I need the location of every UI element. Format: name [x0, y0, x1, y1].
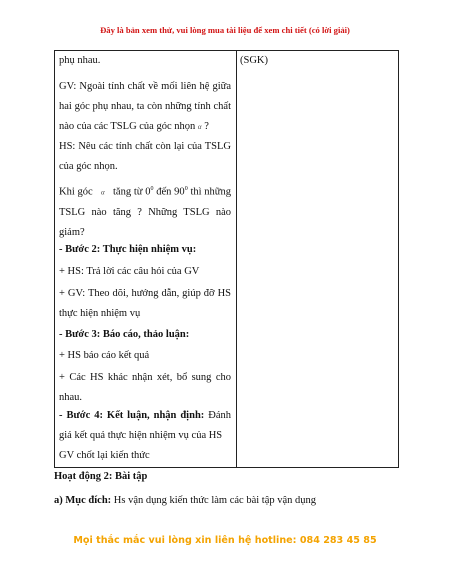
hs-answer: HS: Nêu các tính chất còn lại của TSLG của góc nhọn. — [59, 141, 231, 172]
gv-conclude: GV chốt lại kiến thức — [59, 450, 150, 461]
gv-step-2: + GV: Theo dõi, hướng dẫn, giúp đỡ HS thực hiện nhiệm vụ — [59, 288, 231, 319]
gv-question-text: GV: Ngoài tính chất về mối liên hệ giữa hai góc phụ nhau, ta còn những tính chất nào của các TSLG của góc nhọn — [59, 81, 231, 132]
tang-tu-text: tăng từ 0 — [113, 186, 151, 198]
degree-mark: 0 — [184, 186, 188, 192]
alpha-symbol: α — [197, 123, 202, 131]
hotline-banner: Mọi thắc mắc vui lòng xin liên hệ hotline: 084 283 45 85 — [73, 535, 377, 546]
step-4-heading: - Bước 4: Kết luận, nhận định: — [59, 410, 205, 421]
step-3-heading: - Bước 3: Báo cáo, thảo luận: — [59, 329, 190, 340]
purpose-line — [54, 495, 316, 506]
step-2-heading: - Bước 2: Thực hiện nhiệm vụ: — [59, 244, 197, 255]
khi-goc-text: Khi góc — [59, 186, 93, 198]
alpha-symbol: α — [101, 188, 105, 197]
den-text: đến 90 — [153, 186, 185, 198]
gv-question — [59, 77, 231, 137]
khi-goc-question — [59, 179, 231, 243]
preview-banner: Đây là bản xem thử, vui lòng mua tài liệu để xem chi tiết (có lời giải) — [100, 25, 350, 35]
hs-other: + Các HS khác nhận xét, bổ sung cho nhau. — [59, 372, 231, 403]
step-4 — [59, 406, 231, 446]
right-column-text: (SGK) — [240, 55, 268, 66]
purpose-label: a) Mục đích: — [54, 495, 112, 506]
text-line: phụ nhau. — [59, 55, 101, 66]
step-4-text: Đánh giá kết quả thực hiện nhiệm vụ của HS — [59, 410, 231, 441]
hs-report: + HS báo cáo kết quả — [59, 350, 150, 361]
activity-title: Hoạt động 2: Bài tập — [54, 471, 148, 482]
question-mark: ? — [204, 121, 209, 132]
column-divider — [236, 50, 237, 468]
degree-mark: 0 — [150, 186, 154, 192]
hs-step-2: + HS: Trả lời các câu hỏi của GV — [59, 266, 200, 277]
rest-question: thì những TSLG nào tăng ? Những TSLG nào giảm? — [59, 186, 232, 238]
purpose-text: Hs vận dụng kiến thức làm các bài tập vận dụng — [111, 495, 317, 506]
